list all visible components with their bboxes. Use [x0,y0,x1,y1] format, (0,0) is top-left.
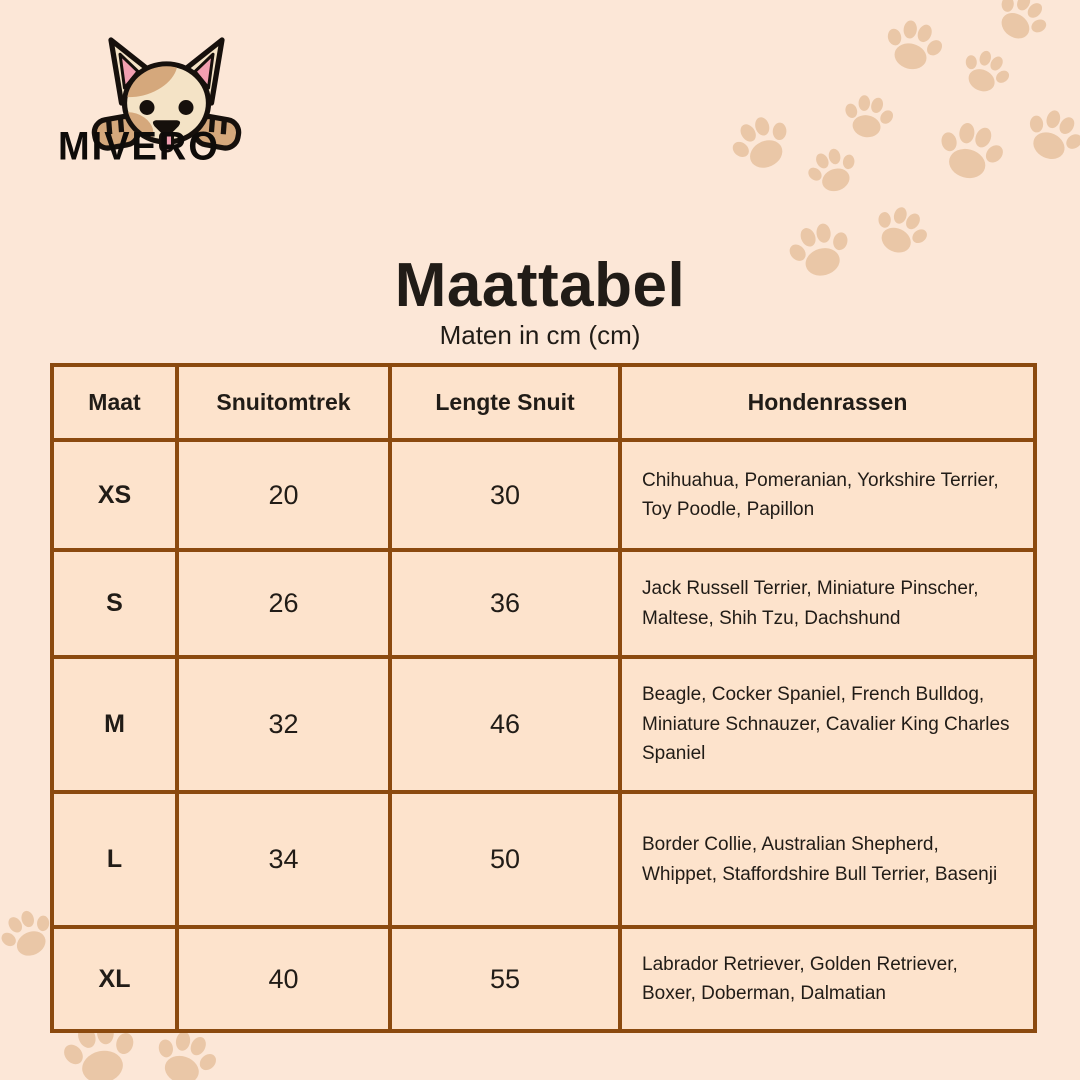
cell-snout-circumference: 20 [177,440,390,550]
column-header-maat: Maat [52,365,177,440]
size-table [50,363,1037,1033]
cell-size: XS [52,440,177,550]
paw-print-icon [800,139,867,206]
paw-print-icon [982,0,1059,57]
paw-print-icon [928,111,1011,194]
cell-breeds: Chihuahua, Pomeranian, Yorkshire Terrier, Toy Poodle, Papillon [620,440,1035,550]
column-header-lengte-snuit: Lengte Snuit [390,365,620,440]
brand-wordmark: MIVERO [58,125,220,169]
cell-breeds: Beagle, Cocker Spaniel, French Bulldog, Miniature Schnauzer, Cavalier King Charles Spaniel [620,657,1035,792]
paw-print-icon [1013,97,1080,177]
table-row [52,550,1035,657]
cell-snout-circumference: 26 [177,550,390,657]
cell-size: XL [52,927,177,1031]
cell-snout-length: 50 [390,792,620,927]
cell-snout-circumference: 40 [177,927,390,1031]
page-title: Maattabel [394,251,686,320]
table-row [52,657,1035,792]
table-row [52,927,1035,1031]
brand-logo [58,34,258,169]
cell-snout-length: 30 [390,440,620,550]
cell-breeds: Jack Russell Terrier, Miniature Pinscher, Maltese, Shih Tzu, Dachshund [620,550,1035,657]
table-row [52,440,1035,550]
paw-print-icon [876,10,949,83]
column-header-snuitomtrek: Snuitomtrek [177,365,390,440]
cell-snout-circumference: 32 [177,657,390,792]
cell-breeds: Labrador Retriever, Golden Retriever, Boxer, Doberman, Dalmatian [620,927,1035,1031]
paw-print-icon [721,104,803,186]
table-row [52,792,1035,927]
cell-size: S [52,550,177,657]
table-header-row [52,365,1035,440]
cell-size: M [52,657,177,792]
column-header-hondenrassen: Hondenrassen [620,365,1035,440]
cell-snout-length: 36 [390,550,620,657]
cell-snout-circumference: 34 [177,792,390,927]
cell-snout-length: 55 [390,927,620,1031]
cell-size: L [52,792,177,927]
paw-print-icon [952,40,1018,106]
cell-snout-length: 46 [390,657,620,792]
cell-breeds: Border Collie, Australian Shepherd, Whippet, Staffordshire Bull Terrier, Basenji [620,792,1035,927]
page-subtitle: Maten in cm (cm) [439,320,641,350]
